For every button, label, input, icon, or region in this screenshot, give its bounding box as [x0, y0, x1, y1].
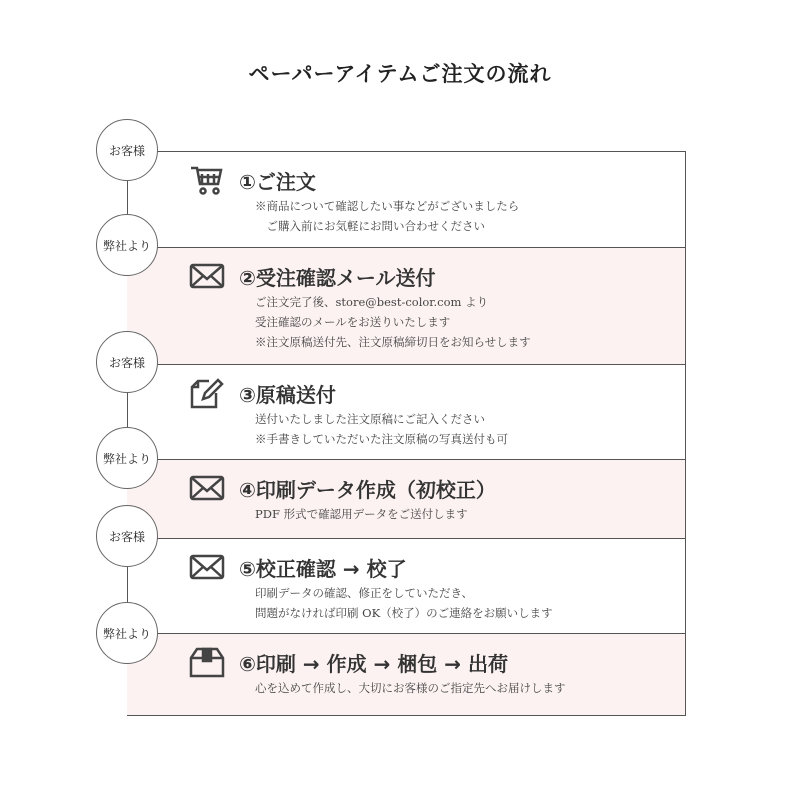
step-description-line: 送付いたしました注文原稿にご記入ください	[255, 412, 485, 426]
step-description-line: ※商品について確認したい事などがございましたら	[255, 199, 520, 213]
step-3	[127, 364, 686, 460]
actor-badge: 弊社より	[96, 214, 158, 276]
step-description-line: 心を込めて作成し、大切にお客様のご指定先へお届けします	[255, 681, 566, 695]
actor-badge: お客様	[96, 505, 158, 567]
actor-badge: 弊社より	[96, 427, 158, 489]
step-4	[127, 459, 686, 539]
edit-document-icon	[189, 375, 225, 411]
envelope-icon	[189, 258, 225, 294]
step-2	[127, 247, 686, 365]
step-description-line: ※手書きしていただいた注文原稿の写真送付も可	[255, 432, 508, 446]
step-description-line: 受注確認のメールをお送りいたします	[255, 315, 451, 329]
step-description-line: ご注文完了後、store@best-color.com より	[255, 295, 489, 309]
step-description-line: ※注文原稿送付先、注文原稿締切日をお知らせします	[255, 335, 531, 349]
step-1	[127, 151, 686, 248]
step-description-line: PDF 形式で確認用データをご送付します	[255, 507, 468, 521]
step-title: ④印刷データ作成（初校正）	[239, 478, 496, 502]
step-title: ⑥印刷 → 作成 → 梱包 → 出荷	[239, 652, 508, 676]
step-description-line: ご購入前にお気軽にお問い合わせください	[255, 219, 485, 233]
step-title: ②受注確認メール送付	[239, 266, 436, 290]
step-5	[127, 538, 686, 634]
box-icon	[189, 644, 225, 680]
step-description-line: 問題がなければ印刷 OK（校了）のご連絡をお願いします	[255, 606, 553, 620]
actor-badge: 弊社より	[96, 602, 158, 664]
step-title: ③原稿送付	[239, 383, 336, 407]
envelope-icon	[189, 470, 225, 506]
step-6	[127, 633, 686, 716]
step-description-line: 印刷データの確認、修正をしていただき、	[255, 586, 474, 600]
page-title: ペーパーアイテムご注文の流れ	[248, 61, 552, 86]
step-title: ①ご注文	[239, 170, 316, 194]
actor-badge: お客様	[96, 119, 158, 181]
actor-badge: お客様	[96, 331, 158, 393]
envelope-icon	[189, 549, 225, 585]
cart-icon	[189, 162, 225, 198]
step-title: ⑤校正確認 → 校了	[239, 557, 407, 581]
